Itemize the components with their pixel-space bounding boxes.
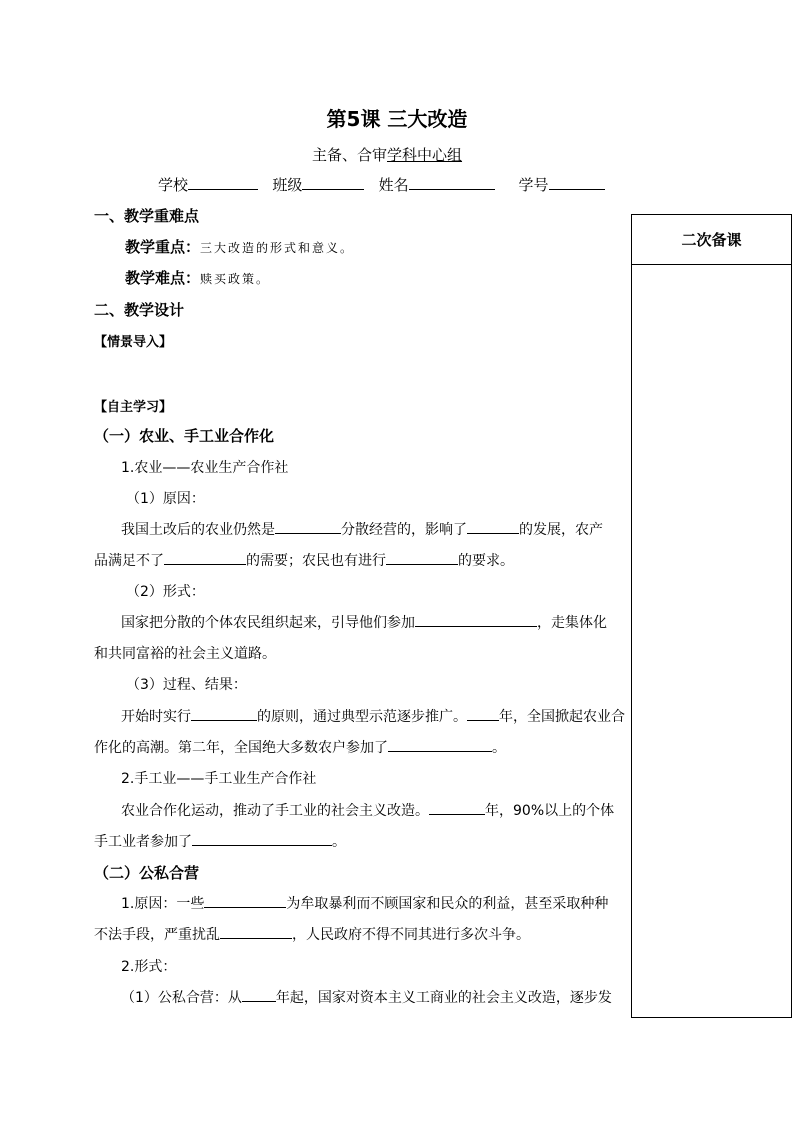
- part1-form-label: （2）形式：: [126, 584, 205, 600]
- author-line: [312, 144, 462, 165]
- name-field[interactable]: [409, 175, 495, 190]
- part1-item1: 1.农业——农业生产合作社: [121, 460, 289, 476]
- key-point-text: 三大改造的形式和意义。: [200, 241, 355, 255]
- blank-field[interactable]: [220, 924, 292, 939]
- text: ，人民政府不得不同其进行多次斗争。: [292, 927, 530, 943]
- part2-heading: （二）公私合营: [94, 864, 200, 882]
- number-field[interactable]: [549, 175, 605, 190]
- blank-field[interactable]: [429, 800, 485, 815]
- difficult-point-label: 教学难点：: [125, 269, 201, 287]
- class-field[interactable]: [302, 175, 364, 190]
- author-value: 学科中心组: [387, 146, 463, 164]
- part1-process-line1: [121, 706, 625, 726]
- text: 的需要；农民也有进行: [246, 553, 386, 569]
- name-label: 姓名: [378, 176, 409, 194]
- school-label: 学校: [158, 176, 189, 194]
- number-label: 学号: [518, 176, 549, 194]
- part2-form-line1: [121, 987, 612, 1007]
- blank-field[interactable]: [467, 519, 519, 534]
- class-label: 班级: [272, 176, 303, 194]
- second-preparation-box: [631, 214, 792, 1018]
- text: 农业合作化运动，推动了手工业的社会主义改造。: [121, 803, 429, 819]
- text: 1.原因：一些: [121, 896, 205, 912]
- part1-process-line2: [94, 737, 506, 757]
- part1-reason-label: （1）原因：: [126, 491, 205, 507]
- section1-heading: 一、教学重难点: [94, 207, 200, 225]
- text: 作化的高潮。第二年，全国绝大多数农户参加了: [94, 740, 388, 756]
- part1-handicraft-line2: [94, 831, 346, 851]
- text: 开始时实行: [121, 709, 191, 725]
- text: 的原则，通过典型示范逐步推广。: [257, 709, 467, 725]
- part1-process-label: （3）过程、结果：: [126, 677, 247, 693]
- blank-field[interactable]: [275, 519, 341, 534]
- text: 分散经营的，影响了: [341, 522, 467, 538]
- blank-field[interactable]: [415, 612, 537, 627]
- text: 国家把分散的个体农民组织起来，引导他们参加: [121, 615, 415, 631]
- self-study-tag: 【自主学习】: [94, 400, 173, 415]
- part2-reason-line1: [121, 893, 608, 913]
- blank-field[interactable]: [242, 987, 276, 1002]
- key-point-line: [125, 236, 354, 257]
- student-info-line: [158, 174, 605, 195]
- author-label: 主备、合审: [312, 146, 388, 164]
- part1-form-line2: 和共同富裕的社会主义道路。: [94, 646, 276, 662]
- part1-item2: 2.手工业——手工业生产合作社: [121, 771, 317, 787]
- part1-heading: （一）农业、手工业合作化: [94, 427, 275, 445]
- difficult-point-text: 赎买政策。: [200, 272, 271, 286]
- text: （1）公私合营：从: [121, 990, 242, 1006]
- part1-reason-line2: [94, 550, 514, 570]
- intro-tag: 【情景导入】: [94, 335, 173, 350]
- text: 我国土改后的农业仍然是: [121, 522, 275, 538]
- difficult-point-line: [125, 267, 270, 288]
- text: 。: [492, 740, 506, 756]
- text: 不法手段，严重扰乱: [94, 927, 220, 943]
- blank-field[interactable]: [164, 550, 246, 565]
- part2-form-label: 2.形式：: [121, 959, 177, 975]
- part1-form-line1: [121, 612, 607, 632]
- blank-field[interactable]: [388, 737, 492, 752]
- section2-heading: 二、教学设计: [94, 301, 185, 319]
- text: 的发展，农产: [519, 522, 603, 538]
- text: ，走集体化: [537, 615, 607, 631]
- text: 为牟取暴利而不顾国家和民众的利益，甚至采取种种: [286, 896, 609, 912]
- text: 年起，国家对资本主义工商业的社会主义改造，逐步发: [275, 990, 612, 1006]
- blank-field[interactable]: [192, 831, 332, 846]
- part1-reason-line1: [121, 519, 603, 539]
- text: 年，90%以上的个体: [485, 803, 615, 819]
- blank-field[interactable]: [191, 706, 257, 721]
- text: 的要求。: [458, 553, 514, 569]
- blank-field[interactable]: [204, 893, 286, 908]
- second-preparation-header: 二次备课: [632, 215, 791, 265]
- text: 年，全国掀起农业合: [499, 709, 625, 725]
- school-field[interactable]: [188, 175, 258, 190]
- page-title: 第5课 三大改造: [326, 107, 468, 131]
- part2-reason-line2: [94, 924, 530, 944]
- text: 。: [332, 834, 346, 850]
- blank-field[interactable]: [467, 706, 499, 721]
- part1-handicraft-line1: [121, 800, 614, 820]
- text: 品满足不了: [94, 553, 164, 569]
- blank-field[interactable]: [386, 550, 458, 565]
- text: 手工业者参加了: [94, 834, 192, 850]
- key-point-label: 教学重点：: [125, 238, 201, 256]
